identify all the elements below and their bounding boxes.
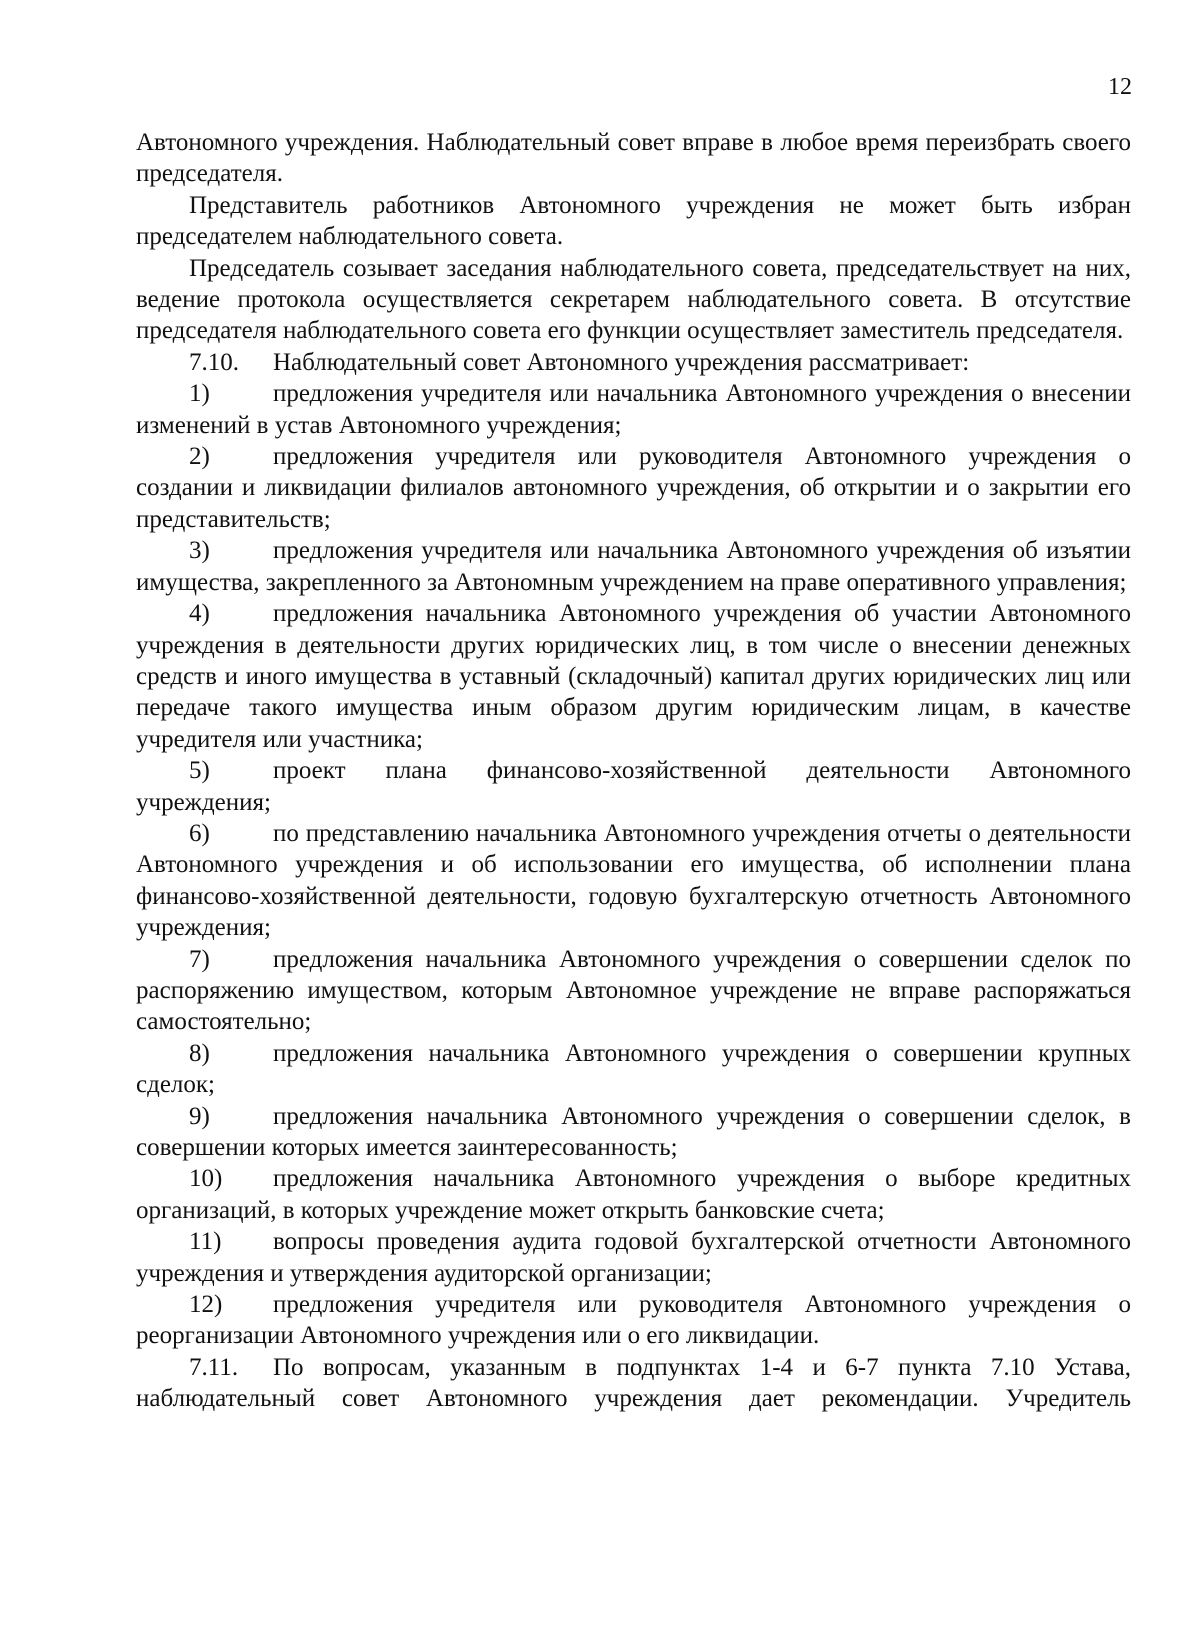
section-7-10 xyxy=(136,347,1131,378)
list-item-text: предложения начальника Автономного учреждения о совершении сделок по распоряжению имуществом, которым Автономное учреждение не вправе распоряжаться самостоятельно; xyxy=(136,945,1131,1036)
list-item-text: предложения учредителя или руководителя Автономного учреждения о реорганизации Автономного учреждения или о его ликвидации. xyxy=(136,1291,1131,1350)
list-item-number: 5) xyxy=(189,757,210,785)
list-item-text: предложения учредителя или начальника Автономного учреждения о внесении изменений в устав Автономного учреждения; xyxy=(136,380,1131,439)
list-item-text: проект плана финансово-хозяйственной деятельности Автономного учреждения; xyxy=(136,757,1131,816)
paragraph-continuation: Автономного учреждения. Наблюдательный совет вправе в любое время переизбрать своего председателя. xyxy=(136,129,1131,188)
list-item-text: предложения учредителя или руководителя Автономного учреждения о создании и ликвидации филиалов автономного учреждения, об открытии и о закрытии его представительств; xyxy=(136,443,1131,533)
list-item-text: предложения начальника Автономного учреждения о совершении сделок, в совершении которых имеется заинтересованность; xyxy=(136,1102,1131,1161)
list-item xyxy=(136,378,1131,441)
list-item-text: по представлению начальника Автономного учреждения отчеты о деятельности Автономного учреждения и об использовании его имущества, об исполнении плана финансово-хозяйственной деятельности, годовую бухгалтерскую отчетность Автономного учреждения; xyxy=(136,819,1131,942)
list-item-number: 9) xyxy=(189,1102,210,1130)
list-item-number: 1) xyxy=(189,380,210,408)
list-item xyxy=(136,1101,1131,1164)
list-item-number: 11) xyxy=(189,1228,222,1256)
section-7-11 xyxy=(136,1352,1131,1415)
list-item xyxy=(136,598,1131,755)
list-item-number: 3) xyxy=(189,537,210,565)
list-item xyxy=(136,535,1131,598)
section-text: По вопросам, указанным в подпунктах 1-4 и 6-7 пункта 7.10 Устава, наблюдательный совет Автономного учреждения дает рекомендации. Учредитель xyxy=(136,1353,1131,1413)
document-body xyxy=(136,127,1131,1415)
paragraph-chairman-duties: Председатель созывает заседания наблюдательного совета, председательствует на них, ведение протокола осуществляется секретарем наблюдательного совета. В отсутствие председателя наблюдательного совета его функции осуществляет заместитель председателя. xyxy=(136,254,1131,345)
list-item-number: 12) xyxy=(189,1291,223,1319)
list-item-text: предложения начальника Автономного учреждения о совершении крупных сделок; xyxy=(136,1039,1131,1099)
list-item-number: 8) xyxy=(189,1039,210,1067)
list-item xyxy=(136,1163,1131,1226)
list-item xyxy=(136,441,1131,535)
list-item xyxy=(136,944,1131,1038)
list-item-number: 7) xyxy=(189,945,210,973)
list-item-number: 6) xyxy=(189,819,210,847)
list-item xyxy=(136,1289,1131,1352)
section-number: 7.10. xyxy=(189,348,239,376)
list-item-text: вопросы проведения аудита годовой бухгалтерской отчетности Автономного учреждения и утверждения аудиторской организации; xyxy=(136,1228,1131,1287)
list-item-number: 4) xyxy=(189,600,210,628)
section-text: Наблюдательный совет Автономного учреждения рассматривает: xyxy=(273,348,970,376)
list-item xyxy=(136,818,1131,944)
paragraph-employee-representative: Представитель работников Автономного учреждения не может быть избран председателем наблюдательного совета. xyxy=(136,191,1131,251)
list-item-text: предложения начальника Автономного учреждения об участии Автономного учреждения в деятельности других юридических лиц, в том числе о внесении денежных средств и иного имущества в уставный (складочный) капитал других юридических лиц или передаче такого имущества иным образом другим юридическим лицам, в качестве учредителя или участника; xyxy=(136,600,1131,753)
list-item xyxy=(136,1226,1131,1289)
list-item-number: 10) xyxy=(189,1165,223,1193)
list-item-text: предложения учредителя или начальника Автономного учреждения об изъятии имущества, закрепленного за Автономным учреждением на праве оперативного управления; xyxy=(136,537,1131,596)
list-item xyxy=(136,1038,1131,1101)
list-item-number: 2) xyxy=(189,443,210,471)
page-number: 12 xyxy=(1108,74,1132,100)
section-number: 7.11. xyxy=(189,1353,239,1381)
list-item-text: предложения начальника Автономного учреждения о выборе кредитных организаций, в которых учреждение может открыть банковские счета; xyxy=(136,1165,1131,1224)
list-item xyxy=(136,755,1131,818)
